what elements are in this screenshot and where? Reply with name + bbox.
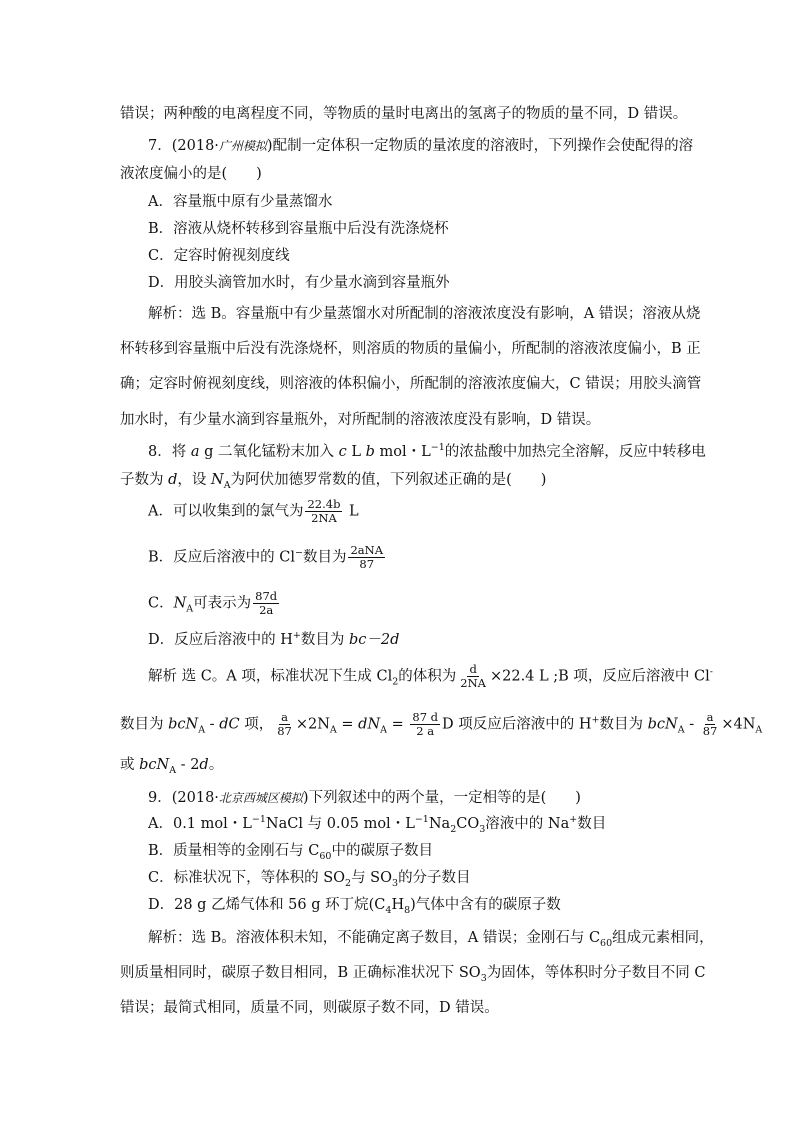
q7-stem-line2: 液浓度偏小的是( ) [120, 166, 262, 182]
q9-option-b: B．质量相等的金刚石与 $C_{60}$中的碳原子数目 [148, 843, 433, 862]
q7-analysis-line1: 解析：选 B。容量瓶中有少量蒸馏水对所配制的溶液浓度没有影响，A 错误；溶液从烧 [148, 306, 701, 322]
q9-option-a: A．0.1 mol・$L^{-1}NaCl$ 与 0.05 mol・$L^{-1}Na_2CO_3$溶液中的 Na+数目 [148, 814, 607, 835]
fraction: $\frac{22.4b}{2NA}$ [307, 497, 341, 525]
q8-option-a: A．可以收集到的氯气为 $\frac{22.4b}{2NA}$ L [148, 497, 359, 525]
q7-option-c: C．定容时俯视刻度线 [148, 248, 290, 264]
q9-stem: 9．(2018·北京西城区模拟)下列叙述中的两个量，一定相等的是( ) [148, 790, 581, 806]
q8-analysis-line3: 或 bcN$_A$ - 2d。 [120, 757, 224, 776]
fraction: $\frac{87d}{2a}$ [255, 589, 278, 617]
q7-option-d: D．用胶头滴管加水时，有少量水滴到容量瓶外 [148, 275, 450, 291]
q8-analysis-line2: 数目为 bcN$_A$ - dC 项， $\frac{a}{87}$ $\times 2N_A = dN_A$ = $\frac{87 d}{2 a}$ D 项反应后溶液中的 H+数目为 bcN$_A$ - $\frac{a}{87}$ $\times 4N_A$ [120, 710, 763, 738]
fraction: $\frac{\text{2aNA}}{87}$ [350, 543, 384, 571]
q7-source-tag: 广州模拟 [218, 139, 267, 153]
q8-stem-line1: 8．将 a g 二氧化锰粉末加入 c L b mol・$L^{-1}$的浓盐酸中加热完全溶解，反应中转移电 [148, 442, 706, 460]
fraction: $\frac{a}{87}$ [277, 710, 292, 738]
q7-analysis-line3: 确；定容时俯视刻度线，则溶液的体积偏小，所配制的溶液浓度偏大，C 错误；用胶头滴管 [120, 376, 702, 392]
q7-stem-line1: 7．(2018·广州模拟)配制一定体积一定物质的量浓度的溶液时，下列操作会使配得的溶 [148, 138, 694, 154]
q7-option-a: A．容量瓶中原有少量蒸馏水 [148, 194, 333, 210]
fraction: $\frac{a}{87}$ [702, 710, 718, 738]
q9-option-c: C．标准状况下，等体积的 $SO_2$与 $SO_3$的分子数目 [148, 870, 471, 889]
q9-analysis-line1: 解析：选 B。溶液体积未知，不能确定离子数目，A 错误；金刚石与 $C_{60}$组成元素相同， [148, 930, 714, 949]
q7-analysis-line2: 杯转移到容量瓶中后没有洗涤烧杯，则溶质的物质的量偏小，所配制的溶液浓度偏小，B 正 [120, 341, 701, 357]
q7-option-b: B．溶液从烧杯转移到容量瓶中后没有洗涤烧杯 [148, 221, 449, 237]
fraction: $\frac{87 d}{2 a}$ [412, 710, 439, 738]
q8-stem-line2: 子数为 d，设 $N_A$为阿伏加德罗常数的值，下列叙述正确的是( ) [120, 472, 547, 491]
q9-analysis-line3: 错误；最简式相同，质量不同，则碳原子数不同，D 错误。 [120, 1000, 499, 1016]
fraction: $\frac{d}{2NA}$ [460, 662, 486, 690]
q8-option-c: C．$N_A$可表示为 $\frac{87d}{2a}$ [148, 589, 278, 617]
q9-source-tag: 北京西城区模拟 [218, 791, 303, 805]
q7-analysis-line4: 加水时，有少量水滴到容量瓶外，对所配制的溶液浓度没有影响，D 错误。 [120, 412, 601, 428]
q8-option-d: D．反应后溶液中的 H+数目为 bc－2d [148, 630, 400, 648]
q6-analysis-tail: 错误；两种酸的电离程度不同，等物质的量时电离出的氢离子的物质的量不同，D 错误。 [120, 106, 688, 122]
q8-analysis-line1: 解析 选 C。A 项，标准状况下生成 $Cl_2$的体积为 $\frac{d}{2NA}$ ×22.4 L ;B 项，反应后溶液中 Cl- [148, 662, 713, 690]
q9-option-d: D．28 g 乙烯气体和 56 g 环丁烷$(C_4H_8)$气体中含有的碳原子数 [148, 897, 561, 916]
q9-analysis-line2: 则质量相同时，碳原子数目相同，B 正确标准状况下 $SO_3$为固体，等体积时分子数目不同 C [120, 965, 706, 984]
q8-option-b: B．反应后溶液中的 Cl−数目为 $\frac{\text{2aNA}}{87}$ [148, 543, 384, 571]
